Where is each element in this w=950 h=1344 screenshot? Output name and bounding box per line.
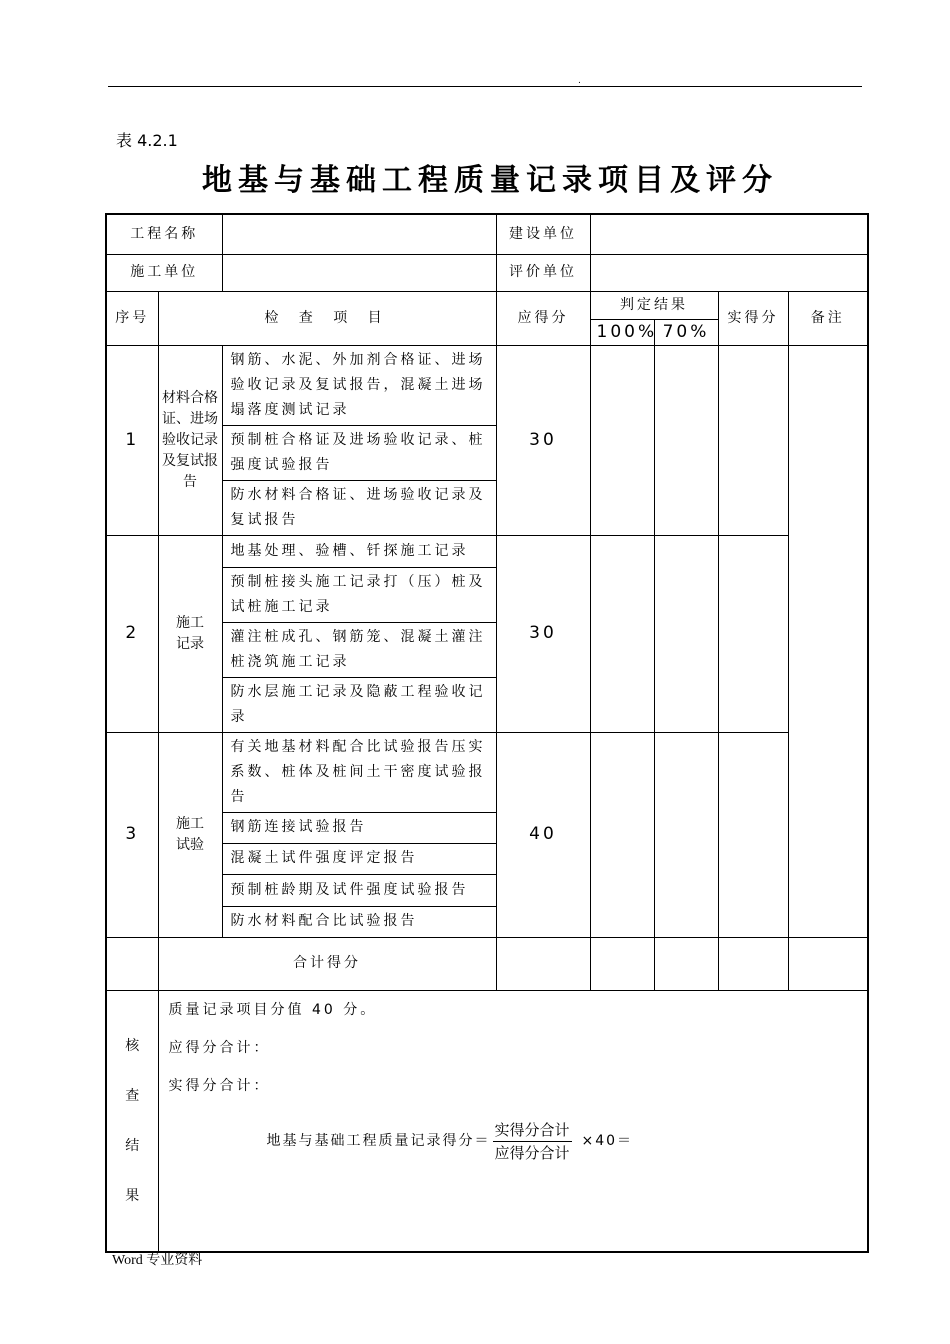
group-2-pct70-cell[interactable] (654, 535, 718, 732)
group-3-item-2: 钢筋连接试验报告 (222, 812, 496, 843)
evaluate-unit-value[interactable] (590, 254, 868, 291)
check-result-body (158, 990, 868, 1252)
table-number: 表 4.2.1 (116, 131, 178, 150)
build-unit-value[interactable] (590, 214, 868, 254)
group-3-item-5: 防水材料配合比试验报告 (222, 906, 496, 937)
check-result-label (106, 990, 158, 1252)
group-2-seq: 2 (106, 535, 158, 732)
group-1-item-3: 防水材料合格证、进场验收记录及复试报告 (222, 480, 496, 535)
score-formula (267, 1119, 858, 1164)
total-row (106, 937, 868, 990)
header-rule (108, 86, 862, 87)
group-1-score: 30 (496, 345, 590, 535)
group-2-score: 30 (496, 535, 590, 732)
quality-record-table (105, 213, 869, 1253)
group-2-pct100-cell[interactable] (590, 535, 654, 732)
group-3-pct70-cell[interactable] (654, 732, 718, 937)
group-1-actual-cell[interactable] (718, 345, 788, 535)
formula-suffix: ×40＝ (581, 1132, 634, 1149)
group-2-category: 施工记录 (158, 535, 222, 732)
group-3-row-1 (106, 732, 868, 812)
group-3-seq: 3 (106, 732, 158, 937)
col-check-item: 检 查 项 目 (158, 291, 496, 345)
group-1-item-2: 预制桩合格证及进场验收记录、桩强度试验报告 (222, 425, 496, 480)
info-row-2 (106, 254, 868, 291)
check-line-2: 应得分合计： (168, 1039, 271, 1056)
group-3-item-4: 预制桩龄期及试件强度试验报告 (222, 874, 496, 906)
group-3-actual-cell[interactable] (718, 732, 788, 937)
col-remark: 备注 (788, 291, 868, 345)
remark-cell[interactable] (788, 345, 868, 937)
check-result-label-text (113, 1021, 152, 1221)
total-due-cell[interactable] (496, 937, 590, 990)
group-1-category: 材料合格证、进场验收记录及复试报告 (158, 345, 222, 535)
group-1-pct100-cell[interactable] (590, 345, 654, 535)
header-dot: . (578, 76, 581, 86)
formula-fraction (493, 1119, 572, 1164)
group-3-category: 施工试验 (158, 732, 222, 937)
group-1-row-1 (106, 345, 868, 425)
check-result-row (106, 990, 868, 1252)
evaluate-unit-label: 评价单位 (496, 254, 590, 291)
group-1-item-1: 钢筋、水泥、外加剂合格证、进场验收记录及复试报告，混凝土进场塌落度测试记录 (222, 345, 496, 425)
group-3-item-1: 有关地基材料配合比试验报告压实系数、桩体及桩间土干密度试验报告 (222, 732, 496, 812)
total-label: 合计得分 (158, 937, 496, 990)
group-2-item-3: 灌注桩成孔、钢筋笼、混凝土灌注桩浇筑施工记录 (222, 622, 496, 677)
total-pct70-cell[interactable] (654, 937, 718, 990)
group-3-pct100-cell[interactable] (590, 732, 654, 937)
check-result-label-char: 查 (125, 1087, 140, 1104)
group-2-row-1 (106, 535, 868, 567)
total-remark-cell[interactable] (788, 937, 868, 990)
formula-numerator: 实得分合计 (493, 1119, 572, 1142)
col-judge-result: 判定结果 (590, 291, 718, 319)
col-pct-70: 70% (654, 319, 718, 345)
col-pct-100: 100% (590, 319, 654, 345)
group-2-item-1: 地基处理、验槽、钎探施工记录 (222, 535, 496, 567)
project-name-label: 工程名称 (106, 214, 222, 254)
group-1-pct70-cell[interactable] (654, 345, 718, 535)
total-pct100-cell[interactable] (590, 937, 654, 990)
total-blank-cell (106, 937, 158, 990)
page-footer: Word 专业资料 (112, 1253, 203, 1268)
col-due-score: 应得分 (496, 291, 590, 345)
formula-prefix: 地基与基础工程质量记录得分＝ (266, 1132, 491, 1149)
construct-unit-label: 施工单位 (106, 254, 222, 291)
col-actual-score: 实得分 (718, 291, 788, 345)
column-header-row (106, 291, 868, 319)
check-result-label-char: 果 (125, 1187, 140, 1204)
formula-denominator: 应得分合计 (494, 1143, 570, 1162)
col-seq: 序号 (106, 291, 158, 345)
check-line-3: 实得分合计： (168, 1077, 271, 1094)
check-result-label-char: 结 (125, 1137, 140, 1154)
group-2-item-2: 预制桩接头施工记录打（压）桩及试桩施工记录 (222, 567, 496, 622)
group-2-actual-cell[interactable] (718, 535, 788, 732)
page-title: 地基与基础工程质量记录项目及评分 (202, 163, 778, 198)
check-result-label-char: 核 (125, 1037, 140, 1054)
group-3-item-3: 混凝土试件强度评定报告 (222, 843, 496, 874)
group-3-score: 40 (496, 732, 590, 937)
project-name-value[interactable] (222, 214, 496, 254)
construct-unit-value[interactable] (222, 254, 496, 291)
info-row-1 (106, 214, 868, 254)
group-2-item-4: 防水层施工记录及隐蔽工程验收记录 (222, 677, 496, 732)
build-unit-label: 建设单位 (496, 214, 590, 254)
check-line-1: 质量记录项目分值 40 分。 (168, 1001, 378, 1018)
group-1-seq: 1 (106, 345, 158, 535)
total-actual-cell[interactable] (718, 937, 788, 990)
